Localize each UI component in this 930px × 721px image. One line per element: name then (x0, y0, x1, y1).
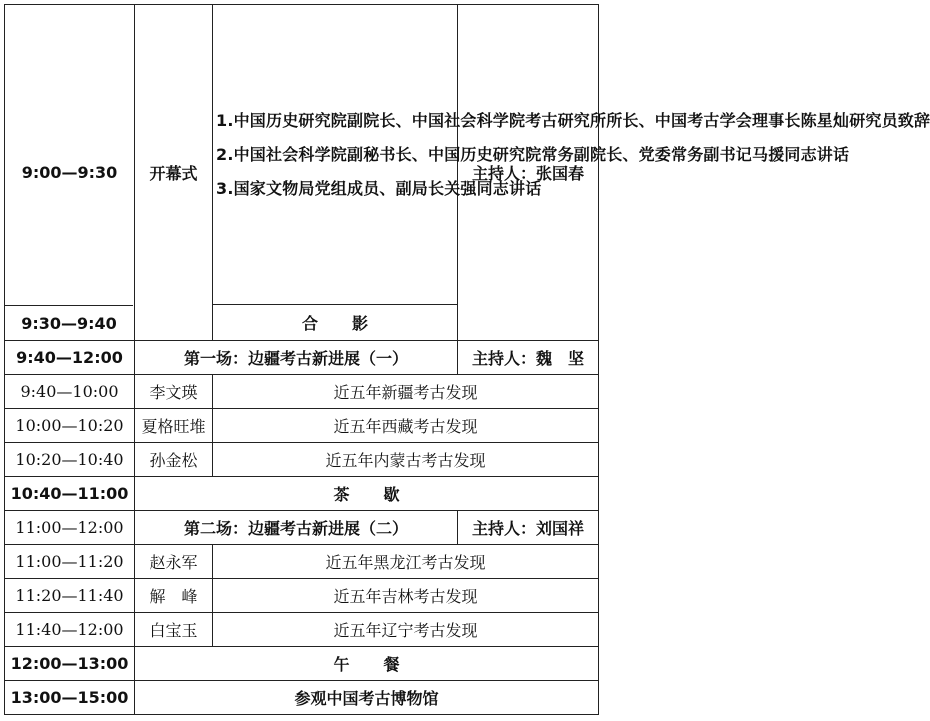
talk-topic: 近五年黑龙江考古发现 (213, 545, 599, 579)
talk-topic: 近五年辽宁考古发现 (213, 613, 599, 647)
lunch-time: 12:00—13:00 (5, 647, 135, 681)
opening-time: 9:00—9:30 (5, 5, 135, 341)
visit-time: 13:00—15:00 (5, 681, 135, 715)
talk-time: 11:20—11:40 (5, 579, 135, 613)
table-row (5, 613, 599, 647)
table-row (5, 375, 599, 409)
photo-time-label: 9:30—9:40 (21, 313, 117, 333)
opening-item-1: 1.中国历史研究院副院长、中国社会科学院考古研究所所长、中国考古学会理事长陈星灿研究员致辞 (216, 110, 930, 130)
opening-item-2: 2.中国社会科学院副秘书长、中国历史研究院常务副院长、党委常务副书记马援同志讲话 (216, 144, 850, 164)
talk-time: 11:00—11:20 (5, 545, 135, 579)
talk-topic: 近五年吉林考古发现 (213, 579, 599, 613)
table-row (5, 579, 599, 613)
tea-row (5, 477, 599, 511)
lunch-title: 午餐 (135, 647, 599, 681)
talk-time: 10:00—10:20 (5, 409, 135, 443)
talk-time: 9:40—10:00 (5, 375, 135, 409)
session1-header-row (5, 341, 599, 375)
talk-topic: 近五年内蒙古考古发现 (213, 443, 599, 477)
talk-speaker: 李文瑛 (135, 375, 213, 409)
session1-time: 9:40—12:00 (5, 341, 135, 375)
opening-title: 开幕式 (135, 5, 213, 341)
lunch-row (5, 647, 599, 681)
session1-title: 第一场：边疆考古新进展（一） (135, 341, 458, 375)
talk-time: 10:20—10:40 (5, 443, 135, 477)
opening-item-3: 3.国家文物局党组成员、副局长关强同志讲话 (216, 178, 542, 198)
opening-host: 主持人：张国春 (458, 5, 599, 341)
table-row (5, 545, 599, 579)
tea-title: 茶歇 (135, 477, 599, 511)
session2-header-row (5, 511, 599, 545)
talk-topic: 近五年西藏考古发现 (213, 409, 599, 443)
session2-time: 11:00—12:00 (5, 511, 135, 545)
session2-title: 第二场：边疆考古新进展（二） (135, 511, 458, 545)
talk-speaker: 孙金松 (135, 443, 213, 477)
schedule-table (4, 4, 930, 715)
session1-host: 主持人：魏 坚 (458, 341, 599, 375)
table-row (5, 409, 599, 443)
photo-title: 合影 (213, 305, 458, 341)
photo-time (5, 305, 134, 340)
table-row (5, 443, 599, 477)
visit-title: 参观中国考古博物馆 (135, 681, 599, 715)
visit-row (5, 681, 599, 715)
talk-time: 11:40—12:00 (5, 613, 135, 647)
talk-speaker: 赵永军 (135, 545, 213, 579)
opening-row (5, 5, 599, 305)
session2-host: 主持人：刘国祥 (458, 511, 599, 545)
tea-time: 10:40—11:00 (5, 477, 135, 511)
talk-speaker: 白宝玉 (135, 613, 213, 647)
talk-topic: 近五年新疆考古发现 (213, 375, 599, 409)
talk-speaker: 夏格旺堆 (135, 409, 213, 443)
talk-speaker: 解 峰 (135, 579, 213, 613)
